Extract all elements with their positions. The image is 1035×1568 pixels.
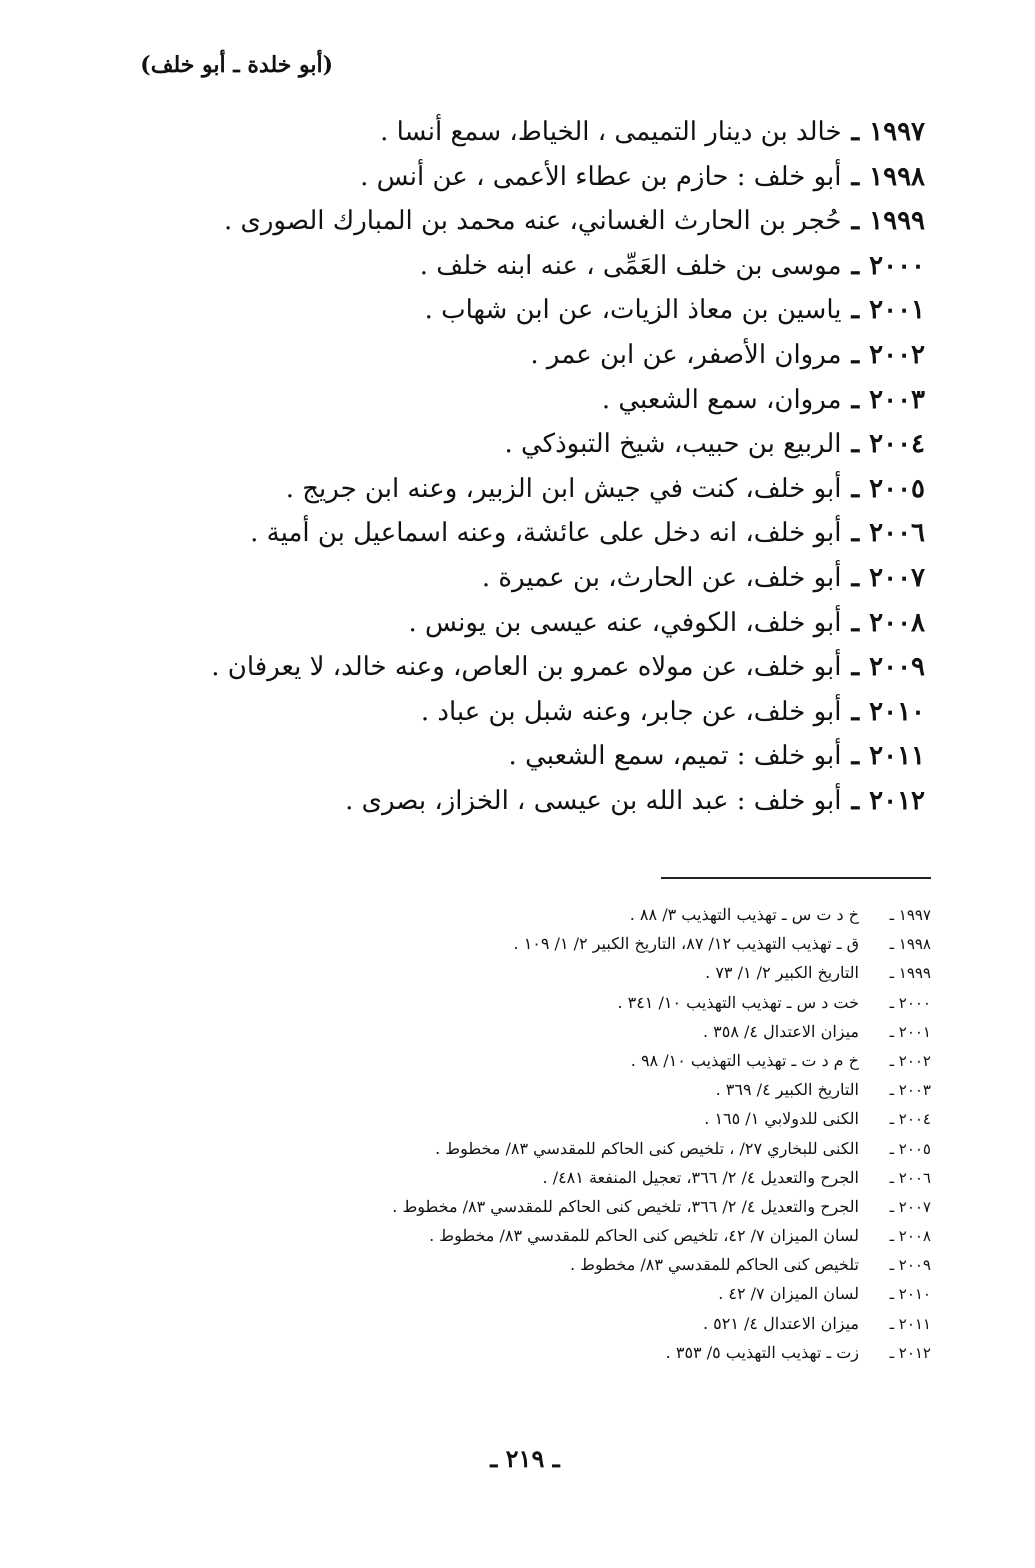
footnote-item	[71, 960, 931, 989]
footnote-text: لسان الميزان ٧/ ٤٢ .	[718, 1284, 859, 1304]
footnote-text: لسان الميزان ٧/ ٤٢، تلخيص كنى الحاكم للمقدسي ٨٣/ مخطوط .	[429, 1226, 859, 1246]
entry-item: ٢٠٠٣ ـ مروان، سمع الشعبي .	[25, 380, 925, 425]
entry-text: خالد بن دينار التميمى ، الخياط، سمع أنسا .	[380, 117, 842, 147]
entry-number: ٢٠٠٨	[869, 607, 925, 638]
footnote-item	[71, 902, 931, 931]
footnotes-list	[71, 902, 931, 1369]
footnote-text: الكنى للدولابي ١/ ١٦٥ .	[704, 1109, 859, 1129]
entry-text: أبو خلف، عن مولاه عمرو بن العاص، وعنه خالد، لا يعرفان .	[211, 652, 842, 683]
entry-text: أبو خلف، عن الحارث، بن عميرة .	[481, 562, 842, 593]
entry-text: حُجر بن الحارث الغساني، عنه محمد بن المبارك الصورى .	[223, 206, 842, 237]
footnote-item	[71, 1106, 931, 1135]
footnote-text: خ د ت س ـ تهذيب التهذيب ٣/ ٨٨ .	[629, 905, 859, 924]
footnote-text: خ م د ت ـ تهذيب التهذيب ١٠/ ٩٨ .	[630, 1050, 859, 1070]
entry-item: ٢٠٠٩ ـ أبو خلف، عن مولاه عمرو بن العاص، وعنه خالد، لا يعرفان .	[25, 647, 925, 692]
footnote-text: خت د س ـ تهذيب التهذيب ١٠/ ٣٤١ .	[617, 992, 859, 1012]
footnote-item	[71, 1340, 931, 1369]
footnote-number: ١٩٩٨ ـ	[889, 935, 931, 954]
entry-item: ٢٠١١ ـ أبو خلف : تميم، سمع الشعبي .	[25, 736, 925, 781]
footnote-number: ٢٠٠٠ ـ	[889, 993, 931, 1012]
entry-text: الربيع بن حبيب، شيخ التبوذكي .	[504, 429, 842, 460]
footnote-item	[71, 931, 931, 960]
footnote-text: التاريخ الكبير ٢/ ١/ ٧٣ .	[705, 963, 859, 983]
entry-number: ٢٠٠٧	[869, 562, 925, 593]
entry-number: ٢٠١١	[869, 741, 925, 772]
footnote-number: ٢٠١٠ ـ	[889, 1285, 931, 1304]
entry-item: ٢٠٠١ ـ ياسين بن معاذ الزيات، عن ابن شهاب .	[25, 290, 925, 335]
entry-text: أبو خلف، عن جابر، وعنه شبل بن عباد .	[420, 696, 842, 727]
entry-item: ٢٠٠٠ ـ موسى بن خلف العَمِّى ، عنه ابنه خلف .	[25, 246, 925, 291]
entry-item: ١٩٩٩ ـ حُجر بن الحارث الغساني، عنه محمد بن المبارك الصورى .	[25, 201, 925, 246]
entry-number: ٢٠٠٣	[869, 384, 925, 415]
footnote-item	[71, 1136, 931, 1165]
footnote-item	[71, 1194, 931, 1223]
entry-item: ٢٠٠٢ ـ مروان الأصفر، عن ابن عمر .	[25, 335, 925, 380]
entry-number: ٢٠١٢	[869, 785, 925, 816]
entry-text: أبو خلف : حازم بن عطاء الأعمى ، عن أنس .	[360, 161, 842, 192]
entry-item: ٢٠٠٧ ـ أبو خلف، عن الحارث، بن عميرة .	[25, 558, 925, 603]
entry-item: ١٩٩٨ ـ أبو خلف : حازم بن عطاء الأعمى ، عن أنس .	[25, 157, 925, 202]
footnote-item	[71, 1165, 931, 1194]
entry-text: أبو خلف، الكوفي، عنه عيسى بن يونس .	[408, 607, 842, 638]
footnote-item	[71, 990, 931, 1019]
footnote-number: ٢٠١٢ ـ	[889, 1343, 931, 1362]
entry-text: مروان الأصفر، عن ابن عمر .	[530, 339, 842, 370]
footnote-number: ٢٠٠١ ـ	[889, 1022, 931, 1041]
entry-number: ٢٠١٠	[869, 696, 925, 727]
running-header: (أبو خلدة ـ أبو خلف)	[140, 52, 333, 78]
entry-number: ٢٠٠٦	[869, 518, 925, 549]
footnote-number: ٢٠٠٥ ـ	[889, 1139, 931, 1158]
footnote-text: تلخيص كنى الحاكم للمقدسي ٨٣/ مخطوط .	[570, 1255, 859, 1275]
footnote-number: ١٩٩٩ ـ	[889, 964, 931, 983]
footnote-item	[71, 1077, 931, 1106]
footnote-item	[71, 1019, 931, 1048]
footnote-item	[71, 1048, 931, 1077]
entry-item: ٢٠١٠ ـ أبو خلف، عن جابر، وعنه شبل بن عباد .	[25, 692, 925, 737]
footnote-text: الكنى للبخاري ٢٧/ ، تلخيص كنى الحاكم للمقدسي ٨٣/ مخطوط .	[435, 1138, 859, 1158]
entry-text: أبو خلف : عبد الله بن عيسى ، الخزاز، بصرى .	[345, 785, 842, 816]
page-number: ـ ٢١٩ ـ	[490, 1444, 560, 1473]
footnote-text: الجرح والتعديل ٤/ ٢/ ٣٦٦، تعجيل المنفعة ٤٨١/ .	[542, 1167, 859, 1187]
entry-text: أبو خلف، كنت في جيش ابن الزبير، وعنه ابن جريج .	[285, 473, 842, 504]
entry-item: ٢٠٠٨ ـ أبو خلف، الكوفي، عنه عيسى بن يونس .	[25, 603, 925, 648]
footnote-number: ٢٠١١ ـ	[889, 1314, 931, 1333]
footnote-text: ميزان الاعتدال ٤/ ٥٢١ .	[702, 1313, 859, 1333]
entry-number: ١٩٩٧	[869, 117, 925, 147]
footnote-text: التاريخ الكبير ٤/ ٣٦٩ .	[715, 1080, 859, 1100]
footnote-number: ٢٠٠٢ ـ	[889, 1051, 931, 1070]
entry-item: ٢٠٠٥ ـ أبو خلف، كنت في جيش ابن الزبير، وعنه ابن جريج .	[25, 469, 925, 514]
entry-number: ٢٠٠٥	[869, 473, 925, 504]
entries-list	[25, 112, 925, 826]
footnote-text: الجرح والتعديل ٤/ ٢/ ٣٦٦، تلخيص كنى الحاكم للمقدسي ٨٣/ مخطوط .	[392, 1196, 859, 1216]
footnote-text: ق ـ تهذيب التهذيب ١٢/ ٨٧، التاريخ الكبير ٢/ ١/ ١٠٩ .	[513, 934, 859, 954]
entry-number: ٢٠٠١	[869, 295, 925, 326]
entry-text: أبو خلف، انه دخل على عائشة، وعنه اسماعيل بن أمية .	[250, 518, 842, 549]
entry-item: ٢٠١٢ ـ أبو خلف : عبد الله بن عيسى ، الخزاز، بصرى .	[25, 781, 925, 826]
entry-text: ياسين بن معاذ الزيات، عن ابن شهاب .	[424, 295, 842, 326]
footnote-number: ٢٠٠٧ ـ	[889, 1197, 931, 1216]
footnote-number: ٢٠٠٦ ـ	[889, 1168, 931, 1187]
footnote-item	[71, 1223, 931, 1252]
entry-text: مروان، سمع الشعبي .	[601, 384, 842, 415]
entry-number: ١٩٩٨	[869, 161, 925, 192]
entry-number: ٢٠٠٢	[869, 339, 925, 370]
entry-text: موسى بن خلف العَمِّى ، عنه ابنه خلف .	[419, 250, 842, 281]
entry-number: ٢٠٠٩	[869, 652, 925, 683]
footnote-text: زت ـ تهذيب التهذيب ٥/ ٣٥٣ .	[665, 1342, 859, 1362]
entry-number: ٢٠٠٤	[869, 429, 925, 460]
footnote-item	[71, 1311, 931, 1340]
entry-text: أبو خلف : تميم، سمع الشعبي .	[508, 741, 842, 772]
entry-item: ١٩٩٧ ـ خالد بن دينار التميمى ، الخياط، سمع أنسا .	[25, 112, 925, 157]
footnote-number: ١٩٩٧ ـ	[889, 906, 931, 924]
footnote-number: ٢٠٠٨ ـ	[889, 1227, 931, 1246]
footnote-item	[71, 1252, 931, 1281]
entry-number: ١٩٩٩	[869, 206, 925, 237]
entry-item: ٢٠٠٦ ـ أبو خلف، انه دخل على عائشة، وعنه اسماعيل بن أمية .	[25, 513, 925, 558]
footnote-divider	[661, 877, 931, 879]
footnote-number: ٢٠٠٣ ـ	[889, 1081, 931, 1100]
entry-item: ٢٠٠٤ ـ الربيع بن حبيب، شيخ التبوذكي .	[25, 424, 925, 469]
footnote-number: ٢٠٠٩ ـ	[889, 1256, 931, 1275]
footnote-text: ميزان الاعتدال ٤/ ٣٥٨ .	[702, 1021, 859, 1041]
footnote-item	[71, 1281, 931, 1310]
entry-number: ٢٠٠٠	[869, 250, 925, 281]
footnote-number: ٢٠٠٤ ـ	[889, 1110, 931, 1129]
